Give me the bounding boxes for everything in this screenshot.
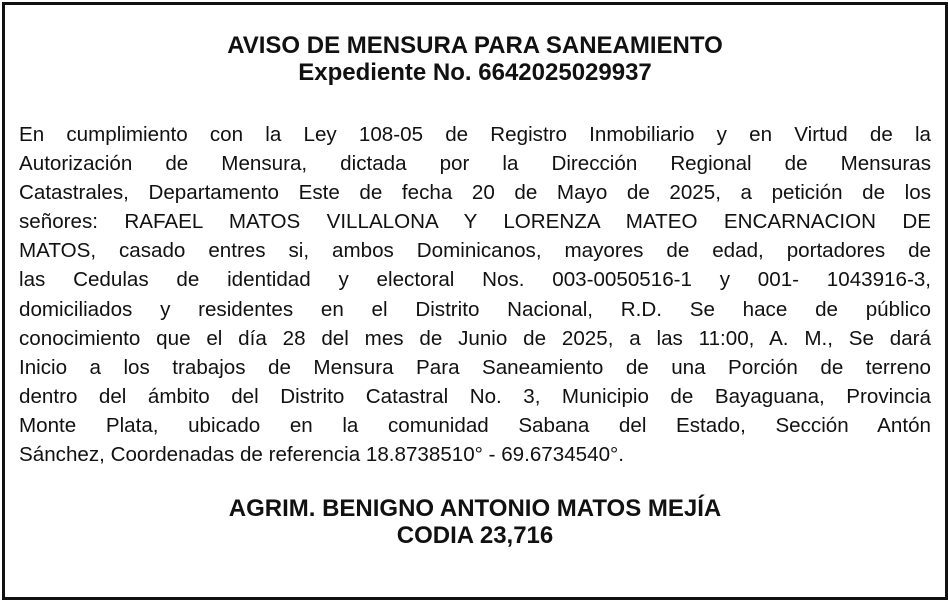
body-line: Monte Plata, ubicado en la comunidad Sabana del Estado, Sección Antón: [19, 413, 931, 437]
surveyor-name: AGRIM. BENIGNO ANTONIO MATOS MEJÍA: [228, 495, 722, 522]
body-line: dentro del ámbito del Distrito Catastral No. 3, Municipio de Bayaguana, Provincia: [19, 384, 931, 408]
codia-number: CODIA 23,716: [396, 522, 554, 549]
body-line: MATOS, casado entres si, ambos Dominicanos, mayores de edad, portadores de: [19, 239, 931, 263]
body-line: señores: RAFAEL MATOS VILLALONA Y LORENZA MATEO ENCARNACION DE: [19, 210, 931, 234]
signature-block: [5, 495, 945, 549]
body-line: En cumplimiento con la Ley 108-05 de Registro Inmobiliario y en Virtud de la: [19, 123, 931, 146]
body-line-last: Sánchez, Coordenadas de referencia 18.8738510° - 69.6734540°.: [19, 443, 624, 467]
notice-title: AVISO DE MENSURA PARA SANEAMIENTO: [227, 32, 723, 59]
body-line: conocimiento que el día 28 del mes de Junio de 2025, a las 11:00, A. M., Se dará: [19, 326, 931, 350]
body-line: Autorización de Mensura, dictada por la Dirección Regional de Mensuras: [19, 152, 931, 176]
notice-body: [19, 120, 931, 469]
body-line: las Cedulas de identidad y electoral Nos. 003-0050516-1 y 001- 1043916-3,: [19, 268, 931, 292]
body-line: domiciliados y residentes en el Distrito Nacional, R.D. Se hace de público: [19, 297, 931, 321]
body-line: Inicio a los trabajos de Mensura Para Saneamiento de una Porción de terreno: [19, 355, 931, 379]
case-number: Expediente No. 6642025029937: [298, 59, 652, 86]
notice-frame: [2, 2, 948, 600]
notice-header: [5, 32, 945, 86]
body-line: Catastrales, Departamento Este de fecha 20 de Mayo de 2025, a petición de los: [19, 181, 931, 205]
